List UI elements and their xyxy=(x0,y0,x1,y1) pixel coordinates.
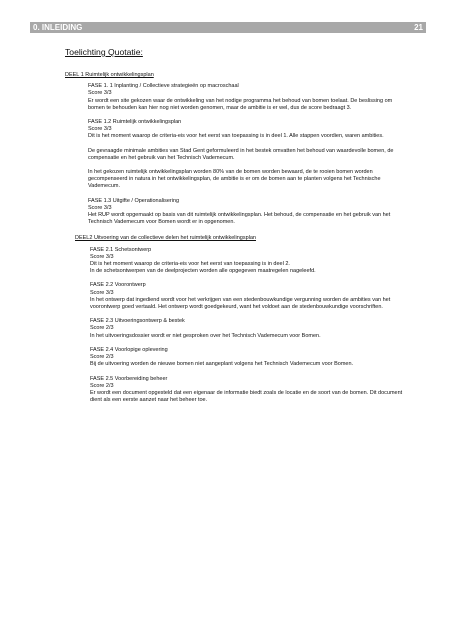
fase-text: Bij de uitvoering worden de nieuwe bomen niet aangeplant volgens het Technisch Vademecum voor Bomen. xyxy=(90,361,354,368)
fase-text: In het gekozen ruimtelijk ontwikkelingsplan worden 80% van de bomen worden bewaard, de te rooien bomen worden gecompenseerd in natura in het ontwikkelingsplan, de ambitie is er om de bomen aan te planten volgens het Technische Vademecum. xyxy=(88,169,381,190)
fase-title: FASE 1. 1 Inplanting / Collectieve strategieën op macroschaal xyxy=(88,83,239,90)
fase-block xyxy=(90,247,405,276)
fase-block xyxy=(90,376,405,405)
fase-score: Score 3/3 xyxy=(88,90,112,97)
page-number: 21 xyxy=(414,23,423,32)
fase-text: In de schetsontwerpen van de deelprojecten worden alle opgegeven maatregelen nageleefd. xyxy=(90,268,316,275)
fase-score: Score 2/3 xyxy=(90,382,114,389)
fase-title: FASE 2.2 Voorontwerp xyxy=(90,282,146,289)
fase-text: Dit is het moment waarop de criteria-eis voor het eerst van toepassing is in deel 2. xyxy=(90,261,290,268)
page-title: Toelichting Quotatie: xyxy=(65,47,143,57)
fase-block xyxy=(90,282,405,311)
document-body xyxy=(65,72,405,404)
fase-text: In het ontwerp dat ingediend wordt voor het verkrijgen van een stedenbouwkundige vergunning worden de ambities van het voorontwerp goed vertaald. Het ontwerp wordt goedgekeurd, want het voldoet aan de stedenbouwkundige voorschriften. xyxy=(90,296,391,311)
fase-text: Er wordt een document opgesteld dat een eigenaar de informatie biedt zoals de locatie en de soort van de bomen. Dit document dient als een eerste aanzet naar het beheer toe. xyxy=(90,389,403,404)
fase-title: FASE 1.3 Uitgifte / Operationalisering xyxy=(88,197,180,204)
chapter-title: 0. INLEIDING xyxy=(33,23,83,32)
fase-text: Dit is het moment waarop de criteria-eis voor het eerst van toepassing is in deel 1. Alle stappen voordien, waren ambities. xyxy=(88,133,384,140)
fase-title: FASE 1.2 Ruimtelijk ontwikkelingsplan xyxy=(88,119,182,126)
fase-block xyxy=(88,198,405,227)
section-title-deel1: DEEL 1 Ruimtelijk ontwikkelingsplan xyxy=(65,72,154,78)
fase-score: Score 2/3 xyxy=(90,354,114,361)
chapter-header xyxy=(30,22,426,33)
fase-block xyxy=(88,83,405,112)
fase-score: Score 3/3 xyxy=(88,204,112,211)
fase-score: Score 3/3 xyxy=(90,253,114,260)
fase-title: FASE 2.1 Schetsontwerp xyxy=(90,246,152,253)
fase-score: Score 3/3 xyxy=(88,126,112,133)
fase-block xyxy=(90,347,405,369)
fase-text: Er wordt een site gekozen waar de ontwikkeling van het nodige programma het behoud van bomen toelaat. De beslissing om bomen te behouden kan hier nog niet worden genomen, maar de ambitie is er wel, dus de score bedraagt 3. xyxy=(88,97,393,111)
section-title-deel2: DEEL2 Uitvoering van de collectieve delen het ruimtelijk ontwikkelingsplan xyxy=(75,235,256,242)
fase-block xyxy=(90,318,405,340)
fase-title: FASE 2.5 Voorbereiding beheer xyxy=(90,375,168,382)
fase-block xyxy=(88,119,405,191)
fase-text: Het RUP wordt opgemaakt op basis van dit ruimtelijk ontwikkelingsplan. Het behoud, de compensatie en het gebruik van het Technisch Vademecum voor Bomen wordt er in opgenomen. xyxy=(88,212,391,226)
fase-title: FASE 2.3 Uitvoeringsontwerp & bestek xyxy=(90,318,185,325)
fase-text: De gevraagde minimale ambities van Stad Gent geformuleerd in het bestek omvatten het behoud van waardevolle bomen, de compensatie en het gebruik van het Technisch Vademecum. xyxy=(88,147,394,161)
fase-score: Score 3/3 xyxy=(90,289,114,296)
fase-score: Score 2/3 xyxy=(90,325,114,332)
fase-title: FASE 2.4 Voorlopige oplevering xyxy=(90,346,168,353)
fase-text: In het uitvoeringsdossier wordt er niet gesproken over het Technisch Vademecum voor Bomen. xyxy=(90,332,321,339)
